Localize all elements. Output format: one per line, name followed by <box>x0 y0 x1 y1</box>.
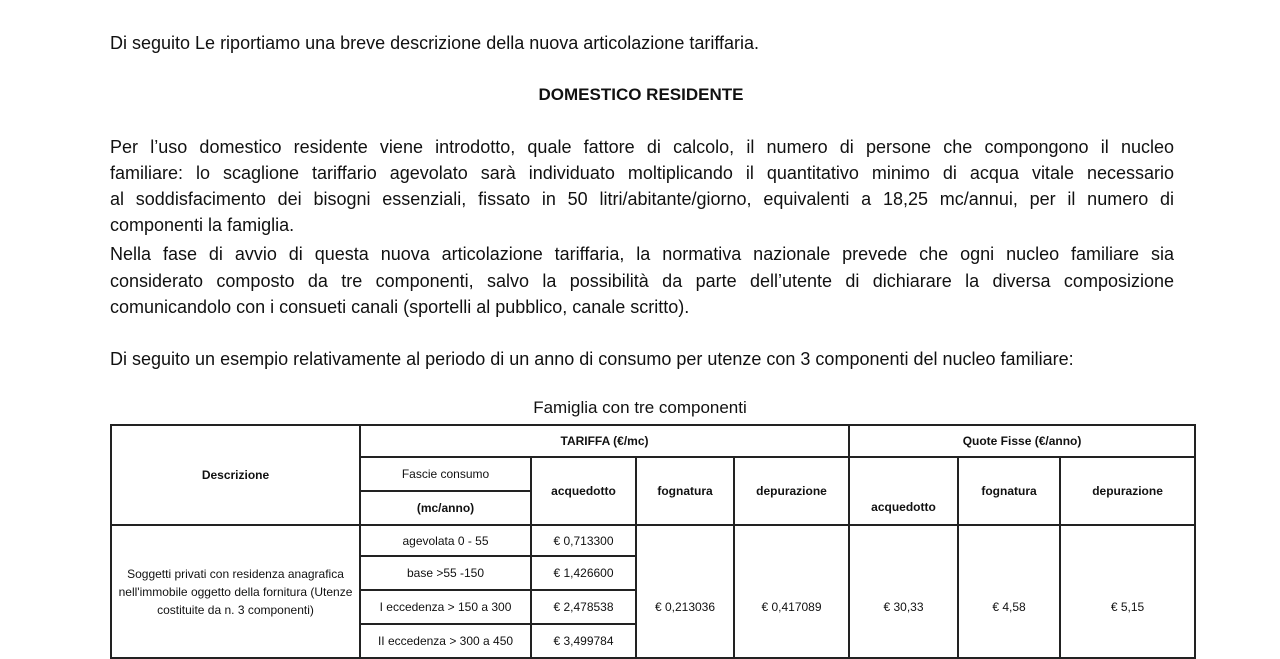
quota-depurazione-header: depurazione <box>1060 457 1195 525</box>
band-label: base >55 -150 <box>360 556 531 590</box>
quota-depurazione-value: € 5,15 <box>1060 525 1195 658</box>
band-acquedotto-rate: € 0,713300 <box>531 525 636 556</box>
paragraph-line: componenti la famiglia. <box>110 215 295 235</box>
descrizione-header: Descrizione <box>111 425 360 525</box>
example-text: Di seguito un esempio relativamente al periodo di un anno di consumo per utenze con 3 componenti del nucleo familiare: <box>110 349 1074 369</box>
band-label: agevolata 0 - 55 <box>360 525 531 556</box>
paragraph-line: al soddisfacimento dei bisogni essenziali, fissato in 50 litri/abitante/giorno, equivalenti a 18,25 mc/annui, per il numero di <box>110 189 1174 209</box>
intro-text: Di seguito Le riportiamo una breve descrizione della nuova articolazione tariffaria. <box>110 33 760 53</box>
quota-acquedotto-value: € 30,33 <box>849 525 958 658</box>
col-acquedotto-header: acquedotto <box>531 457 636 525</box>
tariffa-header: TARIFFA (€/mc) <box>360 425 849 457</box>
paragraph-line: Nella fase di avvio di questa nuova articolazione tariffaria, la normativa nazionale prevede che ogni nucleo familiare sia <box>110 244 1174 264</box>
fasce-consumo-unit: (mc/anno) <box>360 491 531 525</box>
quote-fisse-header: Quote Fisse (€/anno) <box>849 425 1195 457</box>
band-acquedotto-rate: € 2,478538 <box>531 590 636 624</box>
band-label: II eccedenza > 300 a 450 <box>360 624 531 658</box>
paragraph-line: familiare: lo scaglione tariffario agevolato sarà individuato moltiplicando il quantitativo minimo di acqua vitale necessario <box>110 163 1174 183</box>
col-depurazione-header: depurazione <box>734 457 849 525</box>
quota-fognatura-value: € 4,58 <box>958 525 1060 658</box>
fasce-consumo-label: Fascie consumo <box>360 457 531 491</box>
col-fognatura-header: fognatura <box>636 457 734 525</box>
band-acquedotto-rate: € 3,499784 <box>531 624 636 658</box>
section-heading: DOMESTICO RESIDENTE <box>538 85 744 104</box>
paragraph-line: comunicandolo con i consueti canali (sportelli al pubblico, canale scritto). <box>110 297 690 317</box>
tariff-table <box>110 424 1196 659</box>
quota-fognatura-header: fognatura <box>958 457 1060 525</box>
paragraph-line: considerato composto da tre componenti, salvo la possibilità da parte dell’utente di dichiarare la diversa composizione <box>110 271 1174 291</box>
band-acquedotto-rate: € 1,426600 <box>531 556 636 590</box>
quota-acquedotto-header: acquedotto <box>849 457 958 525</box>
fognatura-rate: € 0,213036 <box>636 525 734 658</box>
depurazione-rate: € 0,417089 <box>734 525 849 658</box>
row-description: Soggetti privati con residenza anagrafica nell'immobile oggetto della fornitura (Utenze costituite da n. 3 componenti) <box>111 525 360 658</box>
band-label: I eccedenza > 150 a 300 <box>360 590 531 624</box>
paragraph-line: Per l’uso domestico residente viene introdotto, quale fattore di calcolo, il numero di persone che compongono il nucleo <box>110 137 1174 157</box>
table-caption: Famiglia con tre componenti <box>533 398 747 417</box>
